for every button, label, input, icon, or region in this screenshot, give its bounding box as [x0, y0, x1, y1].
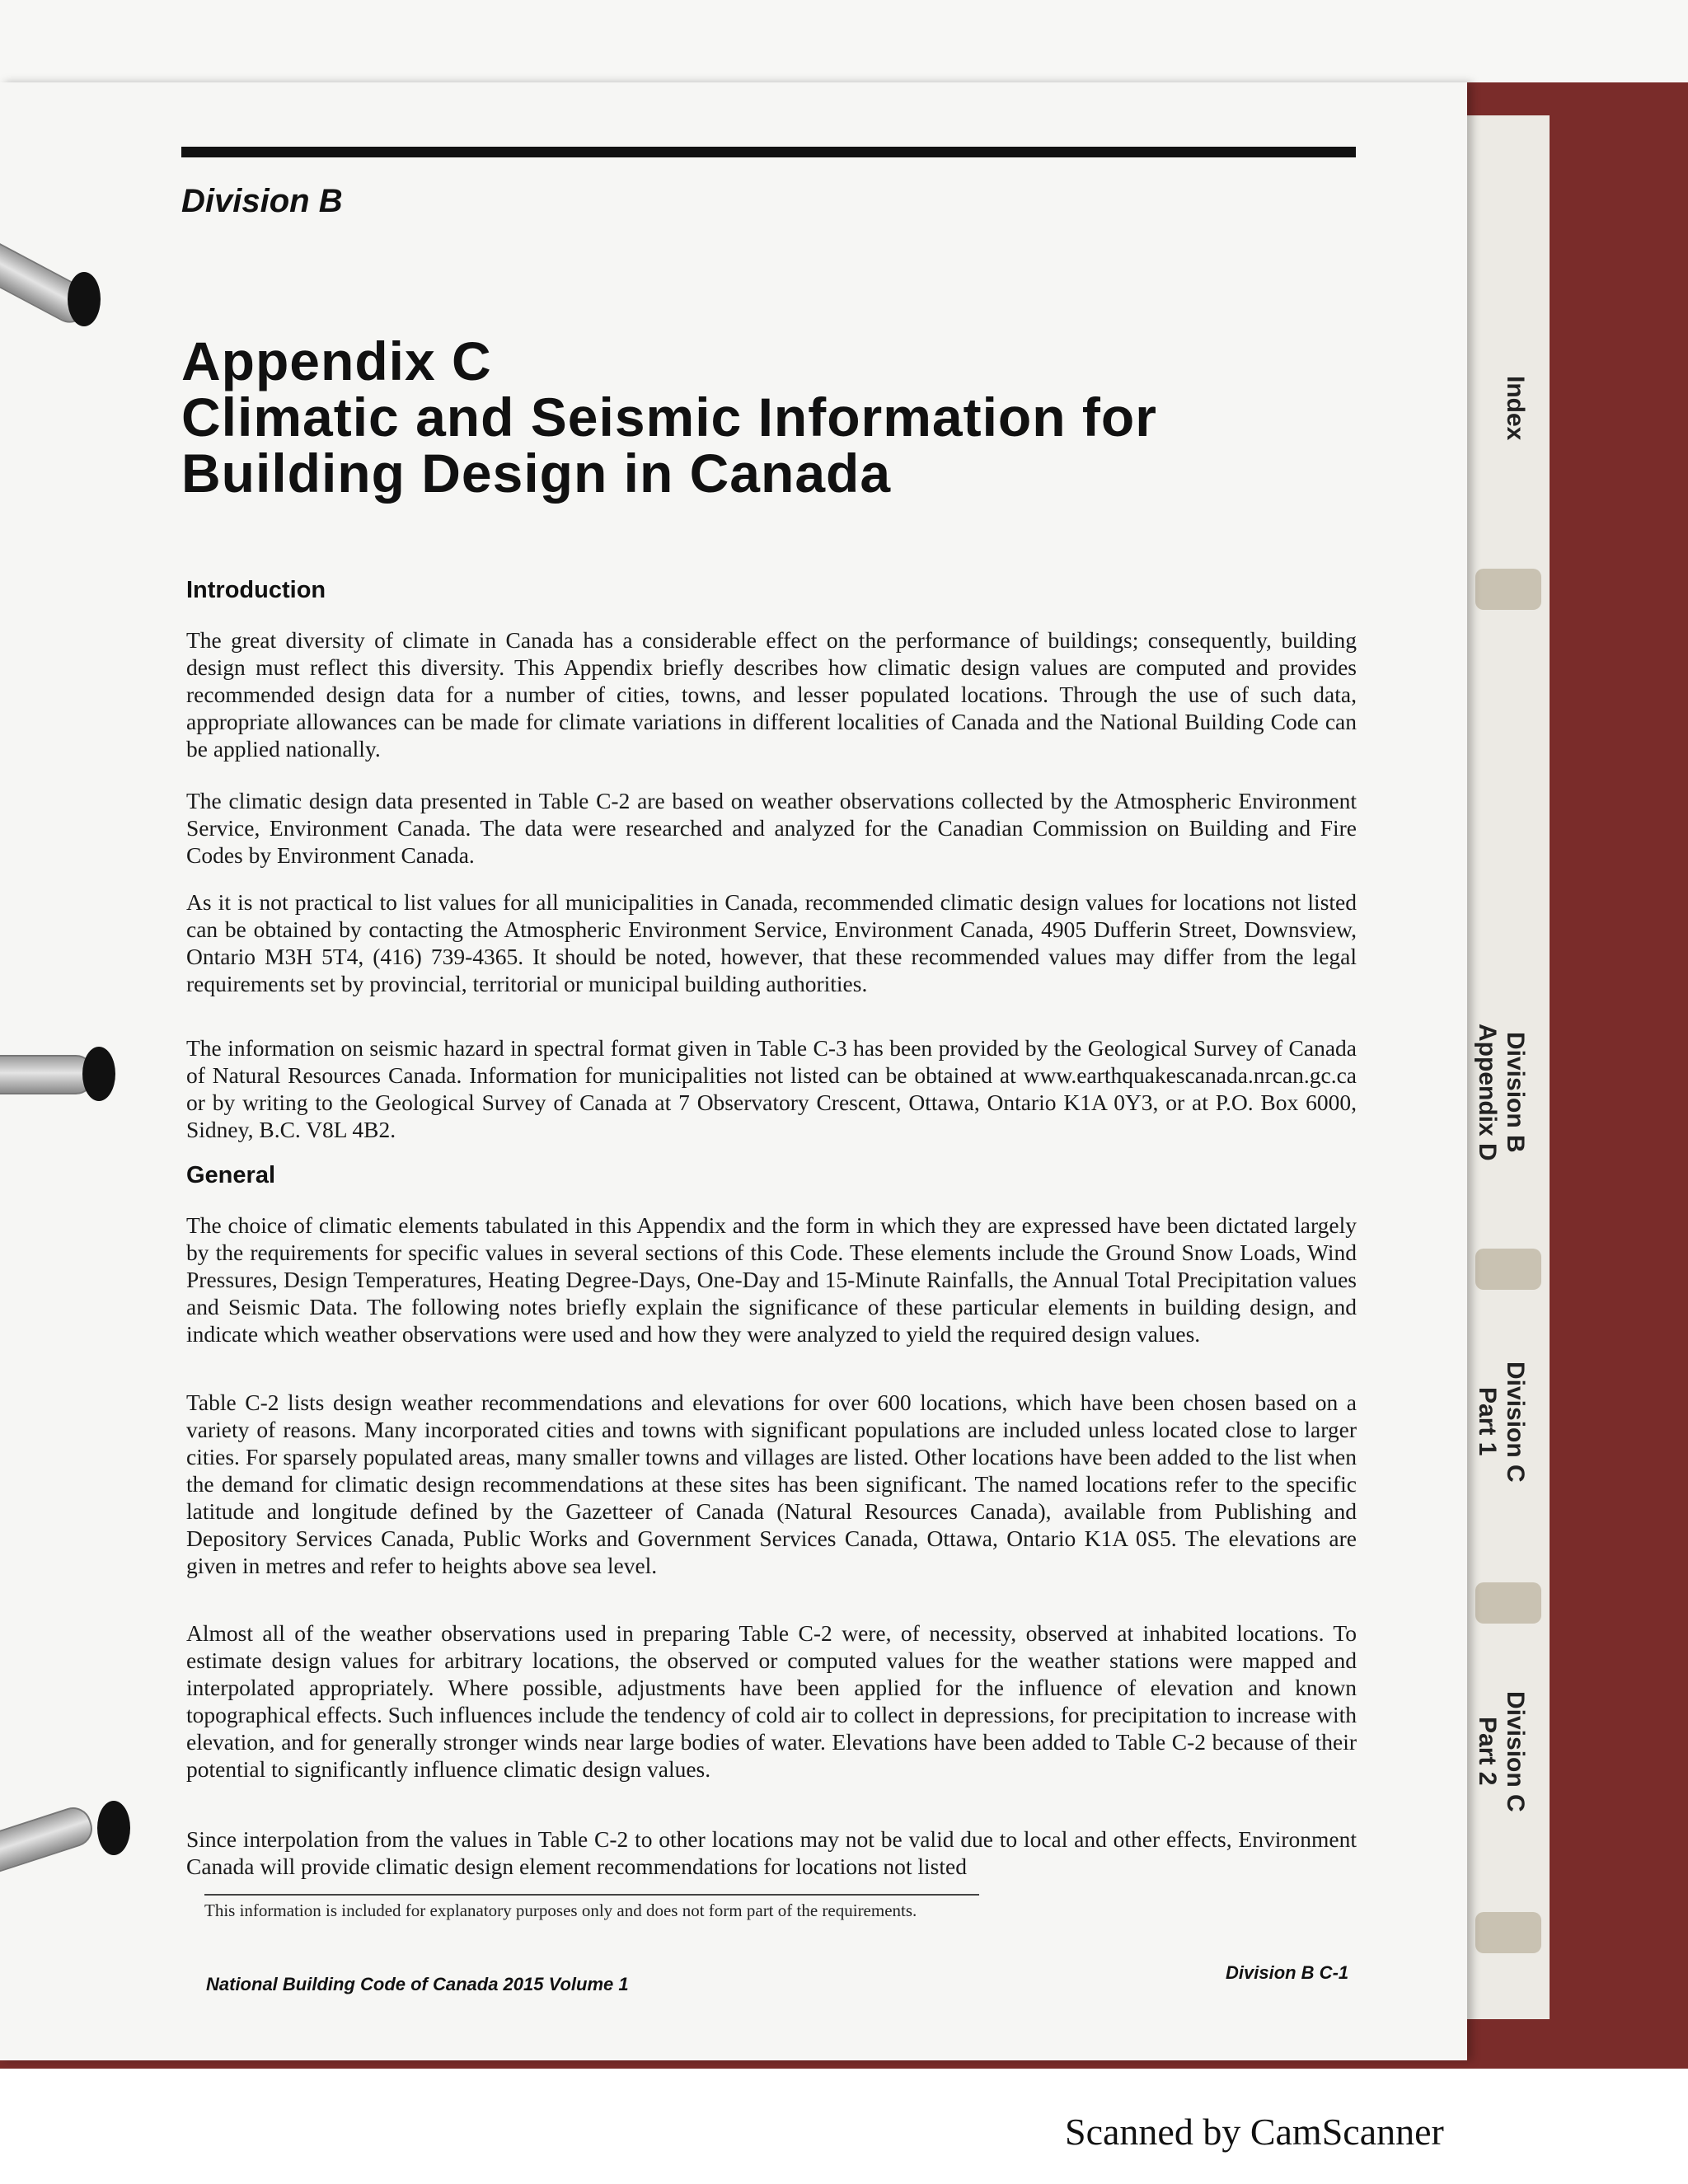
header-rule: [181, 147, 1356, 157]
scanner-watermark: Scanned by CamScanner: [1065, 2111, 1444, 2153]
footer-page-number: Division B C-1: [1226, 1962, 1349, 1983]
general-paragraph-3: Almost all of the weather observations used in preparing Table C-2 were, of necessity, observed at inhabited locations. To estimate design values for arbitrary locations, the observed or computed values for the weather stations were mapped and interpolated appropriately. Where possible, adjustments have been applied for the influence of elevation and known topographical effects. Such influences include the tendency of cold air to collect in depressions, for precipitation to increase with elevation, and for generally stronger winds near large bodies of water. Elevations have been added to Table C-2 because of their potential to significantly influence climatic design values.: [186, 1620, 1357, 1782]
intro-paragraph-2: The climatic design data presented in Table C-2 are based on weather observations collected by the Atmospheric Environment Service, Environment Canada. The data were researched and analyzed for the Canadian Commission on Building and Fire Codes by Environment Canada.: [186, 788, 1357, 868]
tab-label: Index: [1502, 375, 1529, 441]
tab-division-c-part-2[interactable]: [1474, 1681, 1529, 1821]
tab-divider: [1475, 1912, 1541, 1953]
tab-label-line2: Part 2: [1474, 1717, 1501, 1786]
punch-hole: [97, 1801, 130, 1855]
tab-label-line1: Division B: [1502, 1031, 1529, 1153]
division-label: Division B: [181, 183, 343, 219]
general-paragraph-1: The choice of climatic elements tabulated in this Appendix and the form in which they are expressed have been dictated largely by the requirements for specific values in several sections of this Code. These elements include the Ground Snow Loads, Wind Pressures, Design Temperatures, Heating Degree-Days, One-Day and 15-Minute Rainfalls, the Annual Total Precipitation values and Seismic Data. The following notes briefly explain the significance of these particular elements in building design, and indicate which weather observations were used and how they were analyzed to yield the required design values.: [186, 1212, 1357, 1347]
tab-label-line2: Appendix D: [1474, 1023, 1501, 1161]
footnote: This information is included for explanatory purposes only and does not form part of the requirements.: [204, 1900, 917, 1920]
tab-label-line1: Division C: [1502, 1361, 1529, 1483]
tab-label-line1: Division C: [1502, 1690, 1529, 1812]
general-heading: General: [186, 1162, 275, 1188]
general-paragraph-4: Since interpolation from the values in Table C-2 to other locations may not be valid due to local and other effects, Environment Canada will provide climatic design element recommendations for locations not listed: [186, 1826, 1357, 1879]
intro-paragraph-3: As it is not practical to list values for all municipalities in Canada, recommended climatic design values for locations not listed can be obtained by contacting the Atmospheric Environment Service, Environment Canada, 4905 Dufferin Street, Downsview, Ontario M3H 5T4, (416) 739-4365. It should be noted, however, that these recommended values may differ from the legal requirements set by provincial, territorial or municipal building authorities.: [186, 889, 1357, 996]
tab-divider: [1475, 569, 1541, 610]
tab-divider: [1475, 1249, 1541, 1290]
intro-paragraph-1: The great diversity of climate in Canada has a considerable effect on the performance of buildings; consequently, building design must reflect this diversity. This Appendix briefly describes how climatic design values are computed and provides recommended design data for a number of cities, towns, and lesser populated locations. Through the use of such data, appropriate allowances can be made for climate variations in different localities of Canada and the National Building Code can be applied nationally.: [186, 627, 1357, 762]
introduction-heading: Introduction: [186, 577, 326, 603]
title-line-1: Appendix C: [181, 330, 492, 391]
punch-hole: [68, 272, 101, 326]
tab-divider: [1475, 1582, 1541, 1624]
tab-division-c-part-1[interactable]: [1474, 1352, 1529, 1492]
binder-ring: [0, 1055, 94, 1094]
tab-label-line2: Part 1: [1474, 1387, 1501, 1456]
title-line-3: Building Design in Canada: [181, 443, 892, 504]
footer-publication: National Building Code of Canada 2015 Volume 1: [206, 1974, 629, 1994]
tab-division-b-appendix-d[interactable]: [1474, 1010, 1529, 1174]
footnote-rule: [204, 1894, 979, 1896]
top-margin: [0, 0, 1688, 82]
intro-paragraph-4: The information on seismic hazard in spectral format given in Table C-3 has been provided by the Geological Survey of Canada of Natural Resources Canada. Information for municipalities not listed can be obtained at www.earthquakescanada.nrcan.gc.ca or by writing to the Geological Survey of Canada at 7 Observatory Crescent, Ottawa, Ontario K1A 0Y3, or at P.O. Box 6000, Sidney, B.C. V8L 4B2.: [186, 1035, 1357, 1142]
tab-index[interactable]: [1479, 367, 1529, 449]
page-title: [181, 330, 1157, 504]
punch-hole: [82, 1047, 115, 1101]
general-paragraph-2: Table C-2 lists design weather recommendations and elevations for over 600 locations, which have been chosen based on a variety of reasons. Many incorporated cities and towns with significant populations are included unless located close to larger cities. For sparsely populated areas, many smaller towns and villages are listed. Other locations have been added to the list when the demand for climatic design recommendations at these sites has been significant. The named locations refer to the specific latitude and longitude defined by the Gazetteer of Canada (Natural Resources Canada), available from Publishing and Depository Services Canada, Public Works and Government Services Canada, Ottawa, Ontario K1A 0S5. The elevations are given in metres and refer to heights above sea level.: [186, 1390, 1357, 1578]
title-line-2: Climatic and Seismic Information for: [181, 387, 1157, 448]
